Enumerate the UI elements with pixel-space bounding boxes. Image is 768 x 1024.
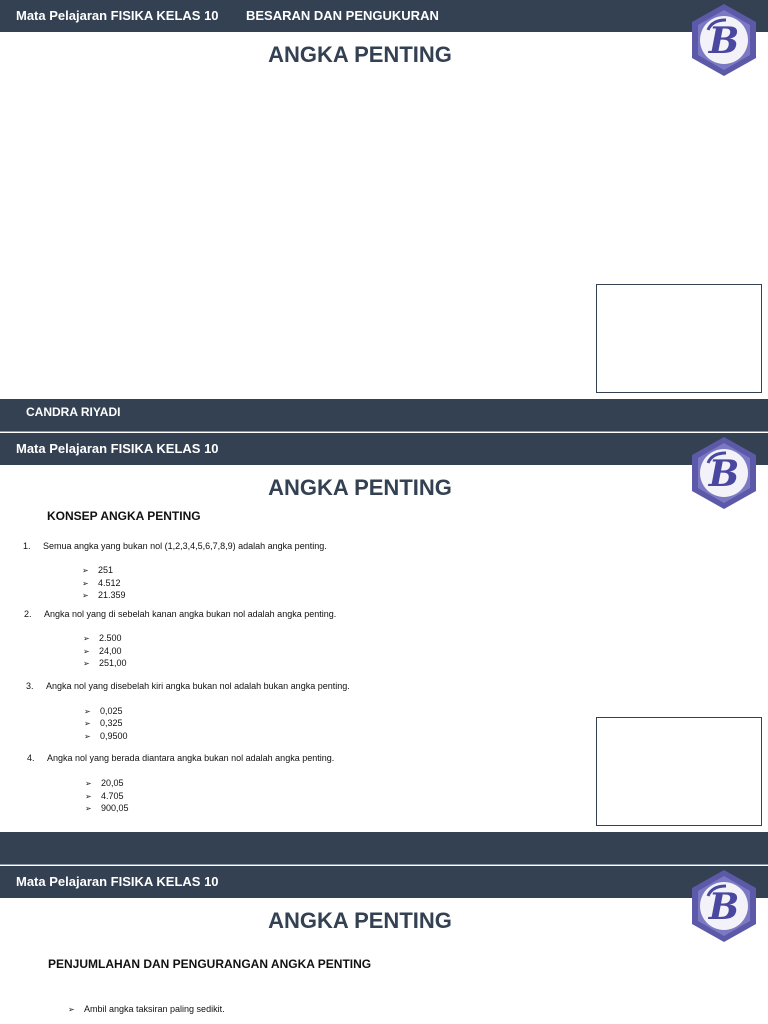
example-item: ➢ 4.512 <box>82 578 121 588</box>
placeholder-box <box>596 717 762 826</box>
chapter-label: BESARAN DAN PENGUKURAN <box>246 8 439 23</box>
slide-1 <box>0 0 768 432</box>
example-item: ➢ 0,025 <box>84 706 123 716</box>
placeholder-box <box>596 284 762 393</box>
slide-2 <box>0 433 768 865</box>
svg-text:B: B <box>708 20 740 62</box>
svg-text:B: B <box>708 886 740 928</box>
item-text: Angka nol yang berada diantara angka bukan nol adalah angka penting. <box>47 753 335 763</box>
arrowhead-bullet-icon: ➢ <box>83 647 90 656</box>
slide-title: ANGKA PENTING <box>268 42 452 67</box>
example-item: ➢ 24,00 <box>83 646 122 656</box>
author-label: CANDRA RIYADI <box>26 405 121 419</box>
slide-footer-bar <box>0 832 768 864</box>
example-item: ➢ 0,325 <box>84 718 123 728</box>
example-item: ➢ 4.705 <box>85 791 124 801</box>
slide-divider <box>0 431 768 432</box>
item-text: Angka nol yang disebelah kiri angka bukan nol adalah bukan angka penting. <box>46 681 350 691</box>
example-item: ➢ 900,05 <box>85 803 129 813</box>
arrowhead-bullet-icon: ➢ <box>85 779 92 788</box>
slide-title: ANGKA PENTING <box>268 908 452 933</box>
slide-header-bar <box>0 433 768 465</box>
slide-header-bar <box>0 0 768 32</box>
arrowhead-bullet-icon: ➢ <box>84 707 91 716</box>
list-item <box>24 609 336 619</box>
item-number: 3. <box>26 681 34 691</box>
list-item <box>26 681 350 691</box>
example-item: ➢ 0,9500 <box>84 731 128 741</box>
arrowhead-bullet-icon: ➢ <box>84 719 91 728</box>
item-number: 4. <box>27 753 35 763</box>
arrowhead-bullet-icon: ➢ <box>82 591 89 600</box>
item-text: Semua angka yang bukan nol (1,2,3,4,5,6,7,8,9) adalah angka penting. <box>43 541 327 551</box>
example-item: ➢ 2.500 <box>83 633 122 643</box>
arrowhead-bullet-icon: ➢ <box>83 659 90 668</box>
section-heading: PENJUMLAHAN DAN PENGURANGAN ANGKA PENTING <box>48 957 372 971</box>
item-text: Angka nol yang di sebelah kanan angka bukan nol adalah angka penting. <box>44 609 337 619</box>
svg-text:B: B <box>708 453 740 495</box>
slide-divider <box>0 864 768 865</box>
example-item: ➢ 251 <box>82 565 114 575</box>
arrowhead-bullet-icon: ➢ <box>82 579 89 588</box>
slide-title: ANGKA PENTING <box>268 475 452 500</box>
subject-label: Mata Pelajaran FISIKA KELAS 10 <box>16 441 219 456</box>
item-number: 1. <box>23 541 31 551</box>
arrowhead-bullet-icon: ➢ <box>83 634 90 643</box>
list-item <box>23 541 327 551</box>
example-item: ➢ 251,00 <box>83 658 127 668</box>
bullet-item: ➢ Ambil angka taksiran paling sedikit. <box>68 1004 225 1014</box>
example-item: ➢ 20,05 <box>85 778 124 788</box>
slide-header-bar <box>0 866 768 898</box>
arrowhead-bullet-icon: ➢ <box>85 792 92 801</box>
example-item: ➢ 21.359 <box>82 590 126 600</box>
arrowhead-bullet-icon: ➢ <box>82 566 89 575</box>
subject-label: Mata Pelajaran FISIKA KELAS 10 <box>16 874 219 889</box>
list-item <box>27 753 334 763</box>
slide-3 <box>0 866 768 1024</box>
arrowhead-bullet-icon: ➢ <box>84 732 91 741</box>
section-heading: KONSEP ANGKA PENTING <box>47 509 201 523</box>
subject-label: Mata Pelajaran FISIKA KELAS 10 <box>16 8 219 23</box>
arrowhead-bullet-icon: ➢ <box>85 804 92 813</box>
arrowhead-bullet-icon: ➢ <box>68 1005 75 1014</box>
slide-footer-bar <box>0 399 768 431</box>
item-number: 2. <box>24 609 32 619</box>
